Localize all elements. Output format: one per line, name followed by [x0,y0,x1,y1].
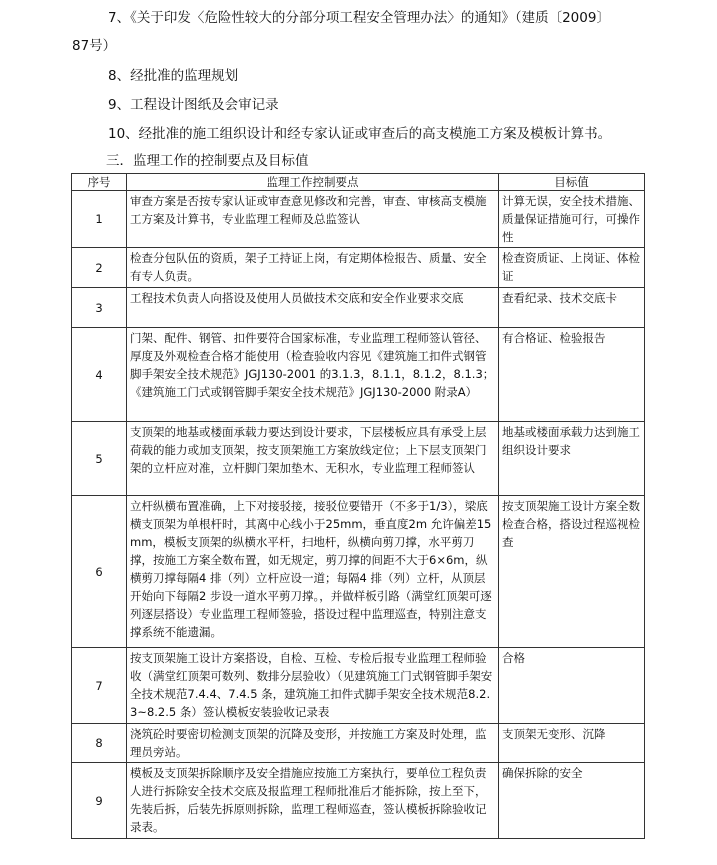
row-target-value: 确保拆除的安全 [499,763,645,839]
row-number: 2 [72,248,127,288]
row-number: 9 [72,763,127,839]
table-row [72,763,645,839]
row-control-points: 工程技术负责人向搭设及使用人员做技术交底和安全作业要求交底 [127,288,499,328]
row-control-points: 门架、配件、钢管、扣件要符合国家标准，专业监理工程师签认管径、厚度及外观检查合格才能使用（检查验收内容见《建筑施工扣件式钢管脚手架安全技术规范》JGJ130-2001 的3.1.3，8.1.1，8.1.2，8.1.3；《建筑施工门式或钢管脚手架安全技术规范》JGJ130-2000 附录A） [127,328,499,422]
row-control-points: 按支顶架施工设计方案搭设，自检、互检、专检后报专业监理工程师验收（满堂红顶架可数列、数排分层验收）（见建筑施工门式钢管脚手架安全技术规范7.4.4、7.4.5 条，建筑施工扣件式脚手架安全技术规范8.2.3~8.2.5 条）签认模板安装验收记录表 [127,648,499,724]
reference-item-7-continued: 87号） [72,38,117,54]
table-row [72,496,645,648]
table-row [72,288,645,328]
table-header-row [72,174,645,191]
reference-item-10: 10、经批准的施工组织设计和经专家认证或审查后的高支模施工方案及模板计算书。 [108,126,612,142]
row-number: 6 [72,496,127,648]
row-target-value: 有合格证、检验报告 [499,328,645,422]
table-row [72,191,645,248]
row-target-value: 查看纪录、技术交底卡 [499,288,645,328]
row-target-value: 计算无误，安全技术措施、质量保证措施可行，可操作性 [499,191,645,248]
row-target-value: 支顶架无变形、沉降 [499,724,645,763]
row-control-points: 模板及支顶架拆除顺序及安全措施应按施工方案执行，要单位工程负责人进行拆除安全技术交底及报监理工程师批准后才能拆除，按上至下，先装后拆，后装先拆原则拆除，监理工程师巡查，签认模板拆除验收记录表。 [127,763,499,839]
reference-item-7: 7、《关于印发〈危险性较大的分部分项工程安全管理办法〉的通知》（建质〔2009〕 [108,10,610,26]
table-row [72,328,645,422]
row-number: 5 [72,422,127,496]
header-control-points: 监理工作控制要点 [127,174,499,191]
header-number: 序号 [72,174,127,191]
row-target-value: 按支顶架施工设计方案全数检查合格，搭设过程巡视检查 [499,496,645,648]
row-control-points: 立杆纵横布置准确，上下对接驳接，接驳位要错开（不多于1/3），梁底横支顶架为单根杆时，其离中心线小于25mm，垂直度2m 允许偏差15mm，模板支顶架的纵横水平杆，扫地杆，纵横向剪刀撑，水平剪刀撑，按施工方案全数布置，如无规定，剪刀撑的间距不大于6×6m，纵横剪刀撑每隔4 排（列）立杆应设一道；每隔4 排（列）立杆，从顶层开始向下每隔2 步设一道水平剪刀撑。，并做样板引路（满堂红顶架可逐列逐层搭设）专业监理工程师签验，搭设过程中监理巡查，特别注意支撑系统不能遗漏。 [127,496,499,648]
section-title: 三．监理工作的控制要点及目标值 [106,153,309,169]
table-row [72,724,645,763]
row-control-points: 浇筑砼时要密切检测支顶架的沉降及变形，并按施工方案及时处理，监理员旁站。 [127,724,499,763]
row-target-value: 检查资质证、上岗证、体检证 [499,248,645,288]
row-control-points: 支顶架的地基或楼面承载力要达到设计要求，下层楼板应具有承受上层荷载的能力或加支顶架，按支顶架施工方案放线定位；上下层支顶架门架的立杆应对准，立杆脚门架加垫木、无积水，专业监理工程师签认 [127,422,499,496]
table-row [72,648,645,724]
row-number: 3 [72,288,127,328]
row-target-value: 合格 [499,648,645,724]
row-number: 7 [72,648,127,724]
header-target-value: 目标值 [499,174,645,191]
reference-item-8: 8、经批准的监理规划 [108,68,239,84]
table-row [72,422,645,496]
table-row [72,248,645,288]
row-control-points: 审查方案是否按专家认证或审查意见修改和完善，审查、审核高支模施工方案及计算书，专业监理工程师及总监签认 [127,191,499,248]
row-number: 8 [72,724,127,763]
row-number: 4 [72,328,127,422]
control-points-table [71,173,645,839]
row-target-value: 地基或楼面承载力达到施工组织设计要求 [499,422,645,496]
row-control-points: 检查分包队伍的资质，架子工持证上岗，有定期体检报告、质量、安全有专人负责。 [127,248,499,288]
row-number: 1 [72,191,127,248]
reference-item-9: 9、工程设计图纸及会审记录 [108,97,279,113]
